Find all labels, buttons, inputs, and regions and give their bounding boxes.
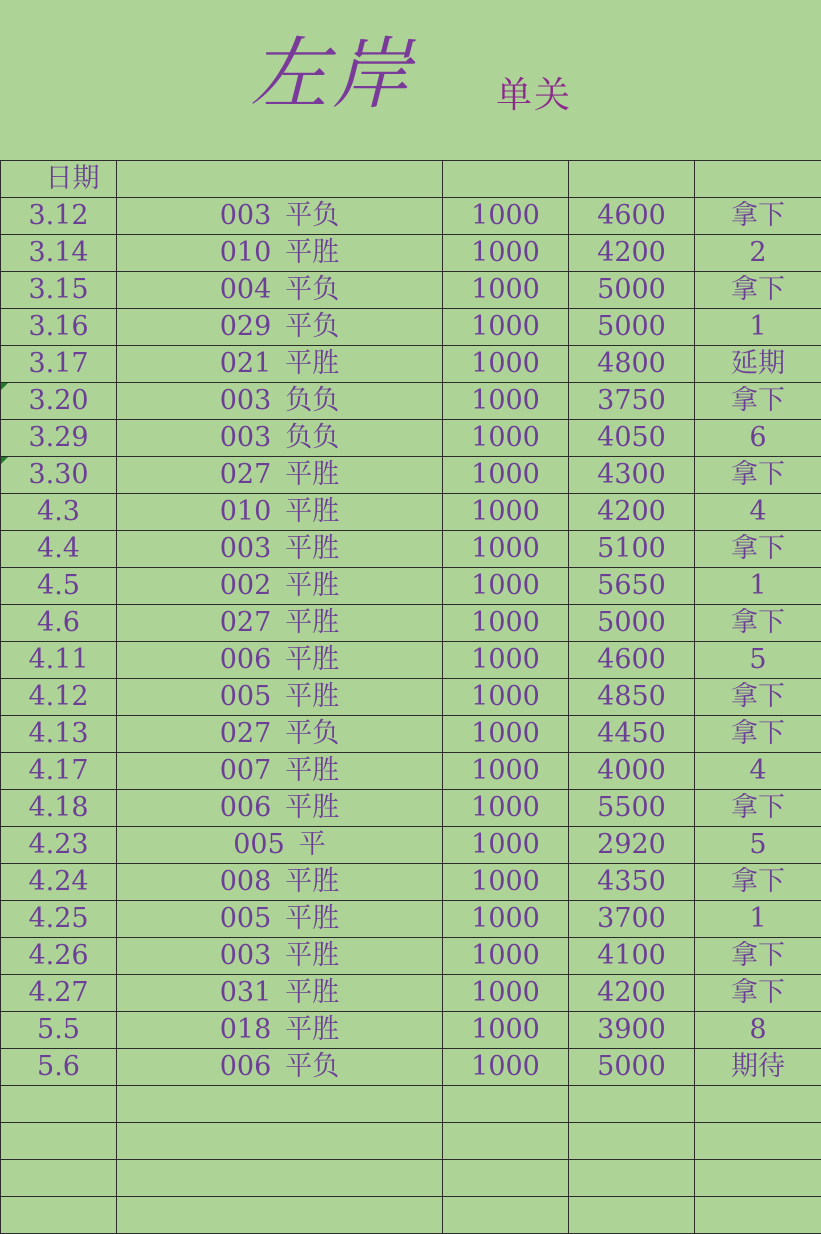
payout-cell[interactable]: 5100	[569, 531, 695, 568]
empty-cell[interactable]	[117, 1123, 443, 1160]
empty-row	[1, 1086, 821, 1123]
payout-cell[interactable]: 3700	[569, 901, 695, 938]
match-pick: 负负	[285, 385, 340, 416]
payout-cell[interactable]: 4800	[569, 346, 695, 383]
payout-cell[interactable]: 4100	[569, 938, 695, 975]
result-cell[interactable]: 5	[695, 642, 821, 679]
match-cell[interactable]	[117, 531, 443, 568]
result-cell[interactable]: 1	[695, 901, 821, 938]
date-cell[interactable]: 4.6	[1, 605, 117, 642]
match-pick: 平胜	[285, 644, 340, 675]
table-row	[1, 1049, 821, 1086]
date-cell[interactable]: 4.5	[1, 568, 117, 605]
empty-cell[interactable]	[569, 1160, 695, 1197]
empty-cell[interactable]	[443, 1123, 569, 1160]
table-row	[1, 938, 821, 975]
stake-cell[interactable]: 1000	[443, 901, 569, 938]
match-cell[interactable]	[117, 1012, 443, 1049]
stake-cell[interactable]: 1000	[443, 1049, 569, 1086]
match-pick: 平胜	[285, 237, 340, 268]
payout-cell[interactable]: 4000	[569, 753, 695, 790]
payout-cell[interactable]: 4200	[569, 494, 695, 531]
stake-cell[interactable]: 1000	[443, 605, 569, 642]
result-cell[interactable]: 拿下	[695, 457, 821, 494]
payout-cell[interactable]: 4300	[569, 457, 695, 494]
empty-cell[interactable]	[695, 1197, 821, 1234]
match-cell[interactable]	[117, 790, 443, 827]
stake-cell[interactable]: 1000	[443, 679, 569, 716]
match-cell[interactable]	[117, 494, 443, 531]
result-cell[interactable]: 5	[695, 827, 821, 864]
payout-cell[interactable]: 5000	[569, 272, 695, 309]
table-row	[1, 716, 821, 753]
header-empty-cell[interactable]	[569, 161, 695, 198]
table-row	[1, 494, 821, 531]
date-cell[interactable]: 5.5	[1, 1012, 117, 1049]
header-empty-cell[interactable]	[695, 161, 821, 198]
match-pick: 平胜	[285, 755, 340, 786]
empty-row	[1, 1197, 821, 1234]
header-date-cell[interactable]: 日期	[1, 161, 117, 198]
empty-cell[interactable]	[443, 1160, 569, 1197]
empty-cell[interactable]	[117, 1086, 443, 1123]
stake-cell[interactable]: 1000	[443, 642, 569, 679]
empty-cell[interactable]	[695, 1123, 821, 1160]
match-cell[interactable]	[117, 864, 443, 901]
result-cell[interactable]: 4	[695, 494, 821, 531]
match-cell[interactable]	[117, 309, 443, 346]
stake-cell[interactable]: 1000	[443, 1012, 569, 1049]
result-cell[interactable]: 拿下	[695, 679, 821, 716]
stake-cell[interactable]: 1000	[443, 716, 569, 753]
date-cell[interactable]: 4.26	[1, 938, 117, 975]
match-pick: 平胜	[285, 1014, 340, 1045]
date-cell[interactable]: 4.23	[1, 827, 117, 864]
match-code: 002	[219, 570, 272, 601]
match-pick: 平胜	[285, 903, 340, 934]
sheet-subtitle: 单关	[496, 75, 573, 116]
match-code: 031	[219, 977, 272, 1008]
result-cell[interactable]: 期待	[695, 1049, 821, 1086]
match-pick: 平	[298, 829, 326, 860]
match-cell[interactable]	[117, 901, 443, 938]
table-row	[1, 309, 821, 346]
stake-cell[interactable]: 1000	[443, 457, 569, 494]
date-cell[interactable]: 4.4	[1, 531, 117, 568]
table-row	[1, 346, 821, 383]
payout-cell[interactable]: 5650	[569, 568, 695, 605]
stake-cell[interactable]: 1000	[443, 531, 569, 568]
result-cell[interactable]: 2	[695, 235, 821, 272]
match-cell[interactable]	[117, 420, 443, 457]
match-pick: 平负	[285, 200, 340, 231]
table-row	[1, 679, 821, 716]
table-row	[1, 383, 821, 420]
match-cell[interactable]	[117, 235, 443, 272]
date-cell[interactable]: 3.15	[1, 272, 117, 309]
stake-cell[interactable]: 1000	[443, 494, 569, 531]
match-cell[interactable]	[117, 383, 443, 420]
match-cell[interactable]	[117, 753, 443, 790]
table-row	[1, 901, 821, 938]
empty-cell[interactable]	[695, 1160, 821, 1197]
date-cell[interactable]: 4.18	[1, 790, 117, 827]
sheet-header	[0, 0, 821, 160]
match-cell[interactable]	[117, 346, 443, 383]
payout-cell[interactable]: 4350	[569, 864, 695, 901]
stake-cell[interactable]: 1000	[443, 753, 569, 790]
empty-cell[interactable]	[569, 1086, 695, 1123]
header-row	[1, 161, 821, 198]
payout-cell[interactable]: 4200	[569, 235, 695, 272]
match-code: 003	[219, 385, 272, 416]
date-cell[interactable]: 3.29	[1, 420, 117, 457]
match-code: 010	[219, 237, 272, 268]
match-cell[interactable]	[117, 1049, 443, 1086]
table-row	[1, 790, 821, 827]
table-row	[1, 864, 821, 901]
table-row	[1, 753, 821, 790]
data-table	[0, 160, 821, 1234]
stake-cell[interactable]: 1000	[443, 568, 569, 605]
match-code: 007	[219, 755, 272, 786]
result-cell[interactable]: 4	[695, 753, 821, 790]
match-pick: 平胜	[285, 792, 340, 823]
empty-cell[interactable]	[1, 1123, 117, 1160]
stake-cell[interactable]: 1000	[443, 198, 569, 235]
header-empty-cell[interactable]	[117, 161, 443, 198]
empty-cell[interactable]	[443, 1086, 569, 1123]
match-cell[interactable]	[117, 975, 443, 1012]
result-cell[interactable]: 拿下	[695, 716, 821, 753]
date-cell[interactable]: 4.13	[1, 716, 117, 753]
match-pick: 平胜	[285, 681, 340, 712]
date-cell[interactable]: 4.25	[1, 901, 117, 938]
match-pick: 平胜	[285, 977, 340, 1008]
match-code: 005	[219, 681, 272, 712]
result-cell[interactable]: 6	[695, 420, 821, 457]
stake-cell[interactable]: 1000	[443, 975, 569, 1012]
empty-cell[interactable]	[1, 1197, 117, 1234]
match-pick: 平负	[285, 718, 340, 749]
empty-cell[interactable]	[569, 1197, 695, 1234]
result-cell[interactable]: 拿下	[695, 975, 821, 1012]
cell-comment-marker	[1, 457, 8, 464]
payout-cell[interactable]: 5000	[569, 1049, 695, 1086]
sheet-title: 左岸	[250, 30, 415, 120]
match-pick: 平胜	[285, 533, 340, 564]
match-code: 005	[219, 903, 272, 934]
date-cell[interactable]: 3.30	[1, 457, 117, 494]
payout-cell[interactable]: 5500	[569, 790, 695, 827]
payout-cell[interactable]: 5000	[569, 605, 695, 642]
result-cell[interactable]: 1	[695, 309, 821, 346]
match-pick: 平负	[285, 1051, 340, 1082]
match-cell[interactable]	[117, 642, 443, 679]
date-cell[interactable]: 4.12	[1, 679, 117, 716]
stake-cell[interactable]: 1000	[443, 420, 569, 457]
payout-cell[interactable]: 4050	[569, 420, 695, 457]
match-pick: 平胜	[285, 607, 340, 638]
match-pick: 平胜	[285, 348, 340, 379]
match-code: 010	[219, 496, 272, 527]
date-cell[interactable]: 3.14	[1, 235, 117, 272]
table-row	[1, 975, 821, 1012]
table-row	[1, 827, 821, 864]
match-code: 003	[219, 200, 272, 231]
empty-cell[interactable]	[1, 1086, 117, 1123]
match-code: 029	[219, 311, 272, 342]
stake-cell[interactable]: 1000	[443, 383, 569, 420]
date-cell[interactable]: 4.17	[1, 753, 117, 790]
result-cell[interactable]: 拿下	[695, 531, 821, 568]
stake-cell[interactable]: 1000	[443, 346, 569, 383]
table-row	[1, 642, 821, 679]
stake-cell[interactable]: 1000	[443, 864, 569, 901]
match-pick: 平胜	[285, 496, 340, 527]
result-cell[interactable]: 拿下	[695, 383, 821, 420]
cell-comment-marker	[1, 383, 8, 390]
stake-cell[interactable]: 1000	[443, 235, 569, 272]
payout-cell[interactable]: 4850	[569, 679, 695, 716]
match-pick: 平胜	[285, 940, 340, 971]
match-code: 006	[219, 1051, 272, 1082]
match-cell[interactable]	[117, 272, 443, 309]
date-cell[interactable]: 4.24	[1, 864, 117, 901]
match-code: 027	[219, 718, 272, 749]
match-cell[interactable]	[117, 198, 443, 235]
header-empty-cell[interactable]	[443, 161, 569, 198]
result-cell[interactable]: 拿下	[695, 938, 821, 975]
match-code: 003	[219, 940, 272, 971]
table-row	[1, 457, 821, 494]
payout-cell[interactable]: 2920	[569, 827, 695, 864]
empty-cell[interactable]	[117, 1160, 443, 1197]
match-code: 004	[219, 274, 272, 305]
table-row	[1, 272, 821, 309]
empty-cell[interactable]	[1, 1160, 117, 1197]
empty-cell[interactable]	[443, 1197, 569, 1234]
payout-cell[interactable]: 4200	[569, 975, 695, 1012]
table-row	[1, 605, 821, 642]
date-cell[interactable]: 3.12	[1, 198, 117, 235]
match-code: 006	[219, 792, 272, 823]
table-row	[1, 420, 821, 457]
match-code: 021	[219, 348, 272, 379]
stake-cell[interactable]: 1000	[443, 938, 569, 975]
payout-cell[interactable]: 5000	[569, 309, 695, 346]
match-code: 005	[233, 829, 285, 860]
stake-cell[interactable]: 1000	[443, 827, 569, 864]
match-code: 018	[219, 1014, 272, 1045]
result-cell[interactable]: 拿下	[695, 272, 821, 309]
empty-cell[interactable]	[117, 1197, 443, 1234]
date-cell[interactable]: 4.3	[1, 494, 117, 531]
stake-cell[interactable]: 1000	[443, 272, 569, 309]
match-cell[interactable]	[117, 827, 443, 864]
match-code: 027	[219, 459, 272, 490]
match-cell[interactable]	[117, 679, 443, 716]
payout-cell[interactable]: 4600	[569, 198, 695, 235]
date-cell[interactable]: 4.27	[1, 975, 117, 1012]
match-pick: 平胜	[285, 866, 340, 897]
match-code: 006	[219, 644, 272, 675]
payout-cell[interactable]: 3900	[569, 1012, 695, 1049]
result-cell[interactable]: 拿下	[695, 864, 821, 901]
match-code: 003	[219, 422, 272, 453]
match-pick: 平胜	[285, 570, 340, 601]
result-cell[interactable]: 拿下	[695, 790, 821, 827]
match-cell[interactable]	[117, 938, 443, 975]
empty-cell[interactable]	[695, 1086, 821, 1123]
match-code: 008	[219, 866, 272, 897]
table-row	[1, 198, 821, 235]
stake-cell[interactable]: 1000	[443, 309, 569, 346]
match-pick: 平负	[285, 274, 340, 305]
result-cell[interactable]: 延期	[695, 346, 821, 383]
table-row	[1, 1012, 821, 1049]
date-cell[interactable]: 3.17	[1, 346, 117, 383]
match-cell[interactable]	[117, 716, 443, 753]
table-row	[1, 531, 821, 568]
result-cell[interactable]: 8	[695, 1012, 821, 1049]
empty-cell[interactable]	[569, 1123, 695, 1160]
match-pick: 平胜	[285, 459, 340, 490]
payout-cell[interactable]: 3750	[569, 383, 695, 420]
stake-cell[interactable]: 1000	[443, 790, 569, 827]
date-cell[interactable]: 3.16	[1, 309, 117, 346]
match-pick: 负负	[285, 422, 340, 453]
table-row	[1, 235, 821, 272]
match-cell[interactable]	[117, 568, 443, 605]
table-row	[1, 568, 821, 605]
match-pick: 平负	[285, 311, 340, 342]
match-cell[interactable]	[117, 605, 443, 642]
date-cell[interactable]: 3.20	[1, 383, 117, 420]
result-cell[interactable]: 拿下	[695, 198, 821, 235]
date-cell[interactable]: 4.11	[1, 642, 117, 679]
payout-cell[interactable]: 4450	[569, 716, 695, 753]
payout-cell[interactable]: 4600	[569, 642, 695, 679]
empty-row	[1, 1123, 821, 1160]
match-cell[interactable]	[117, 457, 443, 494]
match-code: 003	[219, 533, 272, 564]
date-cell[interactable]: 5.6	[1, 1049, 117, 1086]
empty-row	[1, 1160, 821, 1197]
match-code: 027	[219, 607, 272, 638]
result-cell[interactable]: 拿下	[695, 605, 821, 642]
result-cell[interactable]: 1	[695, 568, 821, 605]
